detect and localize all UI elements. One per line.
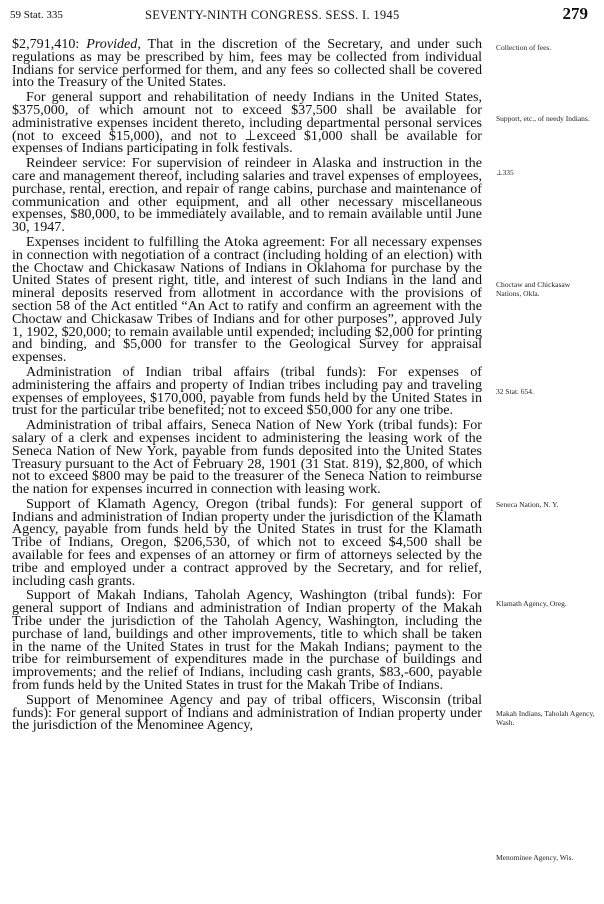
- paragraph-makah-indians: Support of Makah Indians, Taholah Agency, Washington (tribal funds): For general support of Indians and administration of Indian property of the Makah Tribe under the jurisdiction of the Taholah Agency, Washington, including the purchase of land, buildings and other improvements, title to which shall be taken in the name of the United States in trust for the Makah Indians; payment to the tribe for reimbursement of expenditures made in the purchase of buildings and improvements; and the relief of Indians, including cash grants, $83,-600, payable from funds held by the United States in trust for the Makah Tribe of Indians.: [12, 587, 482, 694]
- main-text-column: [12, 38, 482, 734]
- paragraph-collection-of-fees: $2,791,410: Provided, That in the discretion of the Secretary, and under such regulations as may be prescribed by him, fees may be collected from individual Indians for service performed for them, and any fees so collected shall be covered into the Treasury of the United States.: [12, 36, 482, 91]
- margin-note-choctaw-chickasaw: Choctaw and Chickasaw Nations, Okla.: [496, 280, 571, 298]
- page-header: [10, 6, 594, 28]
- paragraph-seneca-nation: Administration of tribal affairs, Seneca Nation of New York (tribal funds): For salary of a clerk and expenses incident to administering the leasing work of the Seneca Nation of New York, payable from funds deposited into the United States Treasury pursuant to the Act of February 28, 1901 (31 Stat. 819), $2,800, of which not to exceed $800 may be paid to the treasurer of the Seneca Nation to reimburse the nation for expenses incurred in connection with leasing work.: [12, 417, 482, 498]
- margin-note-seneca-nation: Seneca Nation, N. Y.: [496, 500, 559, 509]
- paragraph-klamath-agency: Support of Klamath Agency, Oregon (tribal funds): For general support of Indians and administration of Indian property under the jurisdiction of the Klamath Agency, payable from funds held by the United States in trust for the Klamath Tribe of Indians, Oregon, $206,530, of which not to exceed $4,500 shall be available for fees and expenses of an attorney or firm of attorneys selected by the tribe and employed under a contract approved by the Secretary, and for relief, including cash grants.: [12, 495, 482, 589]
- paragraph-atoka-agreement: Expenses incident to fulfilling the Atoka agreement: For all necessary expenses in connection with negotiation of a contract (including holding of an election) with the Choctaw and Chickasaw Nations of Indians in Oklahoma for purchase by the United States of present right, title, and interest of such Indians in the land and mineral deposits reserved from allotment in accordance with the provisions of section 58 of the Act entitled “An Act to ratify and confirm an agreement with the Choctaw and Chickasaw Tribes of Indians and for other purposes”, approved July 1, 1902, $20,000; to remain available until expended; including $2,000 for printing and binding, and $5,000 for transfer to the Geological Survey for appraisal expenses.: [12, 233, 482, 366]
- margin-note-stat-citation: 32 Stat. 654.: [496, 387, 534, 396]
- statute-reference: 59 Stat. 335: [10, 9, 63, 21]
- margin-note-makah-indians: Makah Indians, Taholah Agency, Wash.: [496, 709, 595, 727]
- running-title: SEVENTY-NINTH CONGRESS. SESS. I. 1945: [145, 8, 400, 22]
- paragraph-menominee-agency: Support of Menominee Agency and pay of tribal officers, Wisconsin (tribal funds): For general support of Indians and administration of Indian property under the jurisdiction of the Menominee Agency,: [12, 691, 482, 734]
- provided-italic: Provided: [86, 36, 138, 52]
- page-number: 279: [562, 4, 588, 23]
- paragraph-tribal-affairs: Administration of Indian tribal affairs (tribal funds): For expenses of administering the affairs and property of Indian tribes including pay and traveling expenses of employees, $170,000, payable from funds held by the United States in trust for the particular tribe benefited; not to exceed $50,000 for any one tribe.: [12, 363, 482, 419]
- margin-note-menominee-agency: Menominee Agency, Wis.: [496, 853, 574, 862]
- margin-note-collection-of-fees: Collection of fees.: [496, 43, 552, 52]
- margin-note-klamath-agency: Klamath Agency, Oreg.: [496, 599, 567, 608]
- paragraph-needy-indians: For general support and rehabilitation of needy Indians in the United States, $375,000, of which amount not to exceed $37,500 shall be available for administrative expenses incident thereto, including departmental personal services (not to exceed $15,000), and not to ⊥exceed $1,000 shall be available for expenses of Indians participating in folk festivals.: [12, 89, 482, 157]
- paragraph-reindeer-service: Reindeer service: For supervision of reindeer in Alaska and instruction in the care and management thereof, including salaries and travel expenses of employees, purchase, rental, erection, and repair of range cabins, purchase and maintenance of communication and other equipment, and all other necessary miscellaneous expenses, $80,000, to be immediately available, and to remain available until June 30, 1947.: [12, 155, 482, 236]
- margin-note-needy-indians: Support, etc., of needy Indians.: [496, 114, 590, 123]
- margin-note-page-break: ⊥335: [496, 168, 514, 177]
